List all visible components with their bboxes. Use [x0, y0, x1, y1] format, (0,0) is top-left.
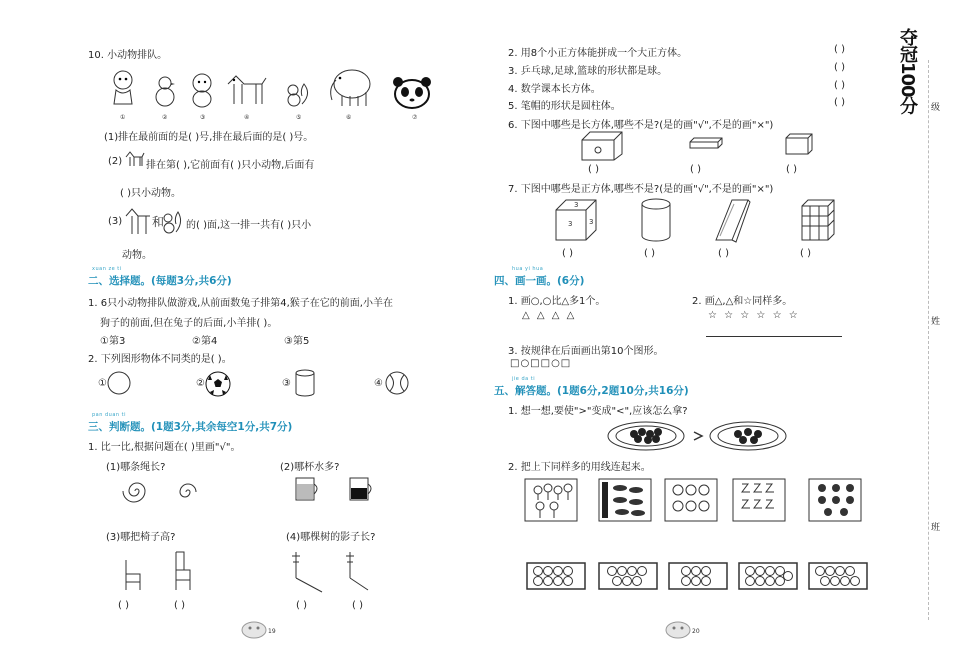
clocks-card-icon	[664, 478, 718, 522]
sec4-q2: 2. 画△,△和☆同样多。	[692, 296, 793, 307]
rope-long-icon	[122, 476, 152, 506]
animal-number-2: ②	[162, 114, 168, 121]
svg-text:3: 3	[589, 218, 594, 226]
dog-icon	[222, 70, 270, 108]
tf-5-blank[interactable]: ( )	[834, 97, 845, 108]
svg-text:3: 3	[574, 201, 579, 209]
q10-line3b: 动物。	[122, 250, 152, 261]
q10-line2: 排在第( ),它前面有( )只小动物,后面有	[146, 160, 315, 171]
cylinder-2-icon	[638, 196, 674, 244]
sec2-title: 二、选择题。(每题3分,共6分)	[88, 275, 232, 287]
sec2-opt1: ①第3	[100, 336, 126, 347]
sec4-tag: hua yi hua	[512, 266, 544, 272]
brand-badge-text: 夺冠100分	[897, 28, 918, 114]
tf-5: 5. 笔帽的形状是圆柱体。	[508, 101, 621, 112]
animal-number-5: ⑤	[296, 114, 302, 121]
sec4-q3-shapes: □○□□○□	[510, 358, 572, 369]
monkey-icon	[188, 72, 216, 108]
circles-card-2-icon[interactable]	[598, 562, 658, 590]
page-mascot-right-icon	[664, 618, 692, 640]
page-number-right: 20	[692, 628, 700, 635]
margin-char-3: 班	[931, 523, 941, 533]
sec3-tag: pan duan ti	[92, 412, 127, 418]
chair-tall-icon	[168, 548, 196, 592]
sec3-sub3: (3)哪把椅子高?	[106, 532, 176, 543]
sec4-q1: 1. 画○,○比△多1个。	[508, 296, 606, 307]
q6-blank-2[interactable]: ( )	[690, 164, 701, 175]
animal-number-4: ④	[244, 114, 250, 121]
plate-right-icon	[708, 420, 788, 452]
blank-tree-1[interactable]: ( )	[296, 600, 307, 611]
q7-blank-1[interactable]: ( )	[562, 248, 573, 259]
q7-blank-3[interactable]: ( )	[718, 248, 729, 259]
cylinder-icon	[292, 368, 318, 398]
basketball-icon	[384, 370, 410, 396]
sec5-q1: 1. 想一想,要使">"变成"<",应该怎么拿?	[508, 406, 688, 417]
cube-icon	[552, 196, 600, 244]
shape-label-4: ④	[374, 378, 383, 389]
circles-card-1-icon[interactable]	[526, 562, 586, 590]
q10-title: 10. 小动物排队。	[88, 50, 168, 61]
sec2-q1b: 狗子的前面,但在兔子的后面,小羊排( )。	[100, 318, 278, 329]
tf-3-blank[interactable]: ( )	[834, 62, 845, 73]
tf-2-blank[interactable]: ( )	[834, 44, 845, 55]
sec3-sub2: (2)哪杯水多?	[280, 462, 340, 473]
cup-1-icon	[292, 474, 322, 504]
tf-3: 3. 乒乓球,足球,篮球的形状都是球。	[508, 66, 668, 77]
box-1-icon	[578, 130, 626, 162]
q7-blank-4[interactable]: ( )	[800, 248, 811, 259]
sec2-opt3: ③第5	[284, 336, 310, 347]
chick-icon	[152, 74, 178, 108]
chair-short-icon	[120, 556, 146, 592]
child-icon	[108, 68, 138, 108]
tf-2: 2. 用8个小正方体能拼成一个大正方体。	[508, 48, 688, 59]
q6-title: 6. 下图中哪些是长方体,哪些不是?(是的画"√",不是的画"×")	[508, 120, 774, 131]
animal-number-6: ⑥	[346, 114, 352, 121]
dog-small-icon	[124, 150, 146, 168]
flowers-card-icon	[808, 478, 862, 522]
q10-line2-prefix: (2)	[108, 156, 123, 167]
sec4-q2-shapes: ☆ ☆ ☆ ☆ ☆ ☆	[708, 310, 800, 321]
sec4-q3: 3. 按规律在后面画出第10个图形。	[508, 346, 664, 357]
soccer-ball-icon	[204, 370, 232, 398]
page-number-left: 19	[268, 628, 276, 635]
dog-squirrel-icon	[122, 204, 184, 238]
shape-label-1: ①	[98, 378, 107, 389]
panda-icon	[388, 76, 436, 110]
svg-text:和: 和	[152, 215, 165, 229]
circles-card-4-icon[interactable]	[738, 562, 798, 590]
svg-text:3: 3	[568, 220, 573, 228]
sec5-q2: 2. 把上下同样多的用线连起来。	[508, 462, 651, 473]
elephant-icon	[322, 64, 374, 108]
book-icon	[712, 196, 752, 244]
sec4-q1-shapes: △ △ △ △	[522, 310, 577, 321]
tf-4: 4. 数学课本长方体。	[508, 84, 601, 95]
blank-chair-2[interactable]: ( )	[174, 600, 185, 611]
blank-chair-1[interactable]: ( )	[118, 600, 129, 611]
cup-2-icon	[346, 474, 376, 504]
sec2-opt2: ②第4	[192, 336, 218, 347]
greater-than-sign-icon	[692, 430, 704, 442]
q6-blank-1[interactable]: ( )	[588, 164, 599, 175]
animal-number-3: ③	[200, 114, 206, 121]
sec5-tag: jie da ti	[512, 376, 536, 382]
sec3-q1: 1. 比一比,根据问题在( )里画"√"。	[88, 442, 241, 453]
tree-shadow-2-icon	[340, 548, 380, 594]
box-2-icon	[688, 136, 724, 150]
circles-card-5-icon[interactable]	[808, 562, 868, 590]
sec3-title: 三、判断题。(1题3分,其余每空1分,共7分)	[88, 421, 293, 433]
page-mascot-icon	[240, 618, 268, 640]
margin-char-1: 级	[931, 103, 941, 113]
q7-title: 7. 下图中哪些是正方体,哪些不是?(是的画"√",不是的画"×")	[508, 184, 774, 195]
circles-card-3-icon[interactable]	[668, 562, 728, 590]
sec3-sub4: (4)哪棵树的影子长?	[286, 532, 376, 543]
balloons-card-icon	[524, 478, 578, 522]
ducks-card-icon	[732, 478, 786, 522]
squirrel-icon	[284, 80, 312, 108]
sec3-sub1: (1)哪条绳长?	[106, 462, 166, 473]
tf-4-blank[interactable]: ( )	[834, 80, 845, 91]
shape-label-2: ②	[196, 378, 205, 389]
rope-short-icon	[176, 480, 200, 504]
margin-char-2: 姓	[931, 317, 941, 327]
q7-blank-2[interactable]: ( )	[644, 248, 655, 259]
sec5-title: 五、解答题。(1题6分,2题10分,共16分)	[494, 385, 689, 397]
ball-outline-icon	[106, 370, 132, 396]
animal-number-1: ①	[120, 114, 126, 121]
blank-tree-2[interactable]: ( )	[352, 600, 363, 611]
shape-label-3: ③	[282, 378, 291, 389]
q10-line3: 的( )面,这一排一共有( )只小	[186, 220, 312, 231]
sec2-q2: 2. 下列图形物体不同类的是( )。	[88, 354, 232, 365]
sec2-q1a: 1. 6只小动物排队做游戏,从前面数兔子排第4,猴子在它的前面,小羊在	[88, 298, 393, 309]
plate-left-icon	[606, 420, 686, 452]
animal-number-7: ⑦	[412, 114, 418, 121]
sec2-tag: xuan ze ti	[92, 266, 122, 272]
binding-line	[928, 60, 929, 620]
q10-line2b: ( )只小动物。	[120, 188, 181, 199]
q10-line1: (1)排在最前面的是( )号,排在最后面的是( )号。	[104, 132, 314, 143]
grid-cube-icon	[798, 196, 838, 244]
q6-blank-3[interactable]: ( )	[786, 164, 797, 175]
fish-card-icon	[598, 478, 652, 522]
tree-shadow-1-icon	[286, 548, 326, 594]
sec4-q2-answer-line[interactable]	[706, 336, 842, 337]
brand-badge	[888, 28, 940, 128]
sec4-title: 四、画一画。(6分)	[494, 275, 585, 287]
q10-line3-prefix: (3)	[108, 216, 123, 227]
box-3-icon	[784, 132, 814, 156]
